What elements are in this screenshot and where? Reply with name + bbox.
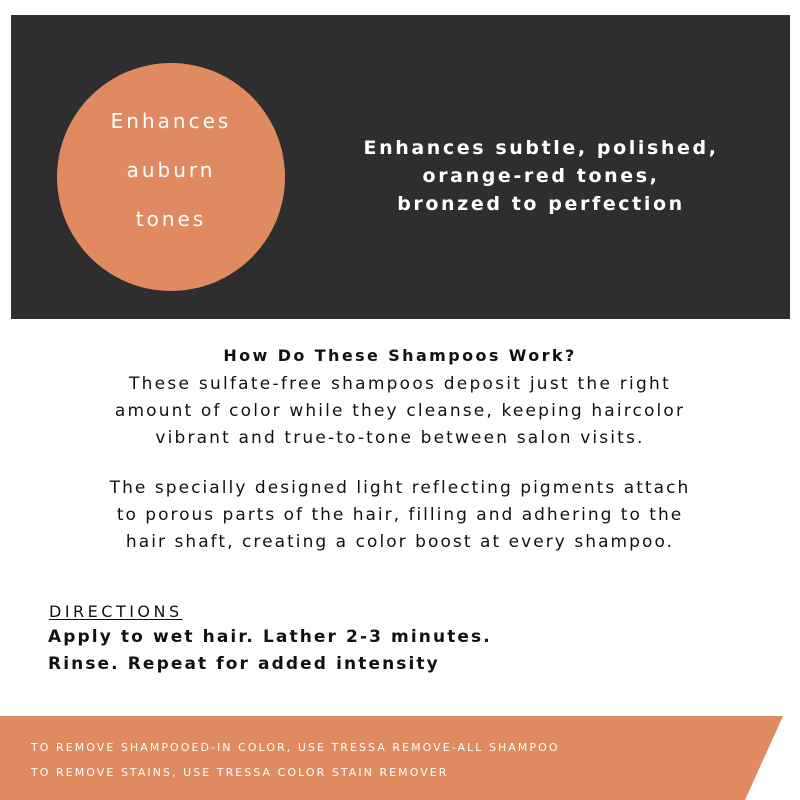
directions-line-2: Rinse. Repeat for added intensity xyxy=(48,654,440,674)
directions-line-1: Apply to wet hair. Lather 2-3 minutes. xyxy=(48,627,492,647)
hero-tagline-line-3: bronzed to perfection xyxy=(397,193,685,215)
paragraph-2-line-3: hair shaft, creating a color boost at every shampoo. xyxy=(125,532,675,552)
footer-banner xyxy=(0,716,800,800)
badge-line-1: Enhances xyxy=(110,109,232,133)
paragraph-1-line-1: These sulfate-free shampoos deposit just the right xyxy=(129,374,671,394)
paragraph-1-line-3: vibrant and true-to-tone between salon visits. xyxy=(155,428,645,448)
hero-panel xyxy=(11,15,790,319)
hero-tagline-line-2: orange-red tones, xyxy=(422,165,660,187)
paragraph-2-line-2: to porous parts of the hair, filling and adhering to the xyxy=(116,505,684,525)
how-it-works-title: How Do These Shampoos Work? xyxy=(223,346,577,365)
paragraph-1-line-2: amount of color while they cleanse, keeping haircolor xyxy=(114,401,686,421)
directions-heading: DIRECTIONS xyxy=(49,602,183,621)
badge-line-2: auburn xyxy=(126,158,216,182)
footer-banner-line-1: TO REMOVE SHAMPOOED-IN COLOR, USE TRESSA REMOVE-ALL SHAMPOO xyxy=(31,741,560,754)
badge-line-3: tones xyxy=(135,207,207,231)
footer-banner-fill xyxy=(0,716,783,800)
footer-banner-shape xyxy=(0,716,800,800)
hero-tagline-line-1: Enhances subtle, polished, xyxy=(363,137,719,159)
footer-banner-line-2: TO REMOVE STAINS, USE TRESSA COLOR STAIN REMOVER xyxy=(31,766,449,779)
paragraph-2-line-1: The specially designed light reflecting pigments attach xyxy=(109,478,691,498)
badge-circle xyxy=(57,63,285,291)
